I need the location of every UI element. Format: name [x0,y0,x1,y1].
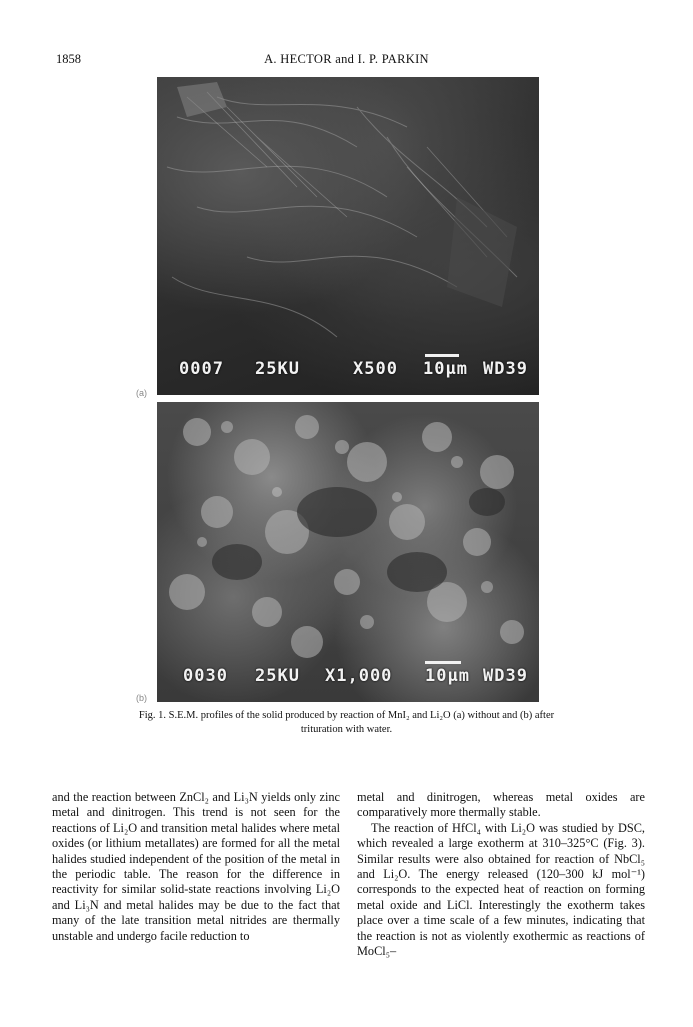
panel-label-b: (b) [136,693,147,703]
scale-bar-a [425,354,459,357]
running-header [0,52,693,70]
sem-micrograph-a [157,77,539,395]
scale-label-b: 10µm [425,666,470,686]
scale-bar-b [425,661,461,664]
sem-texture-b [157,402,539,702]
working-distance-a: WD39 [483,359,528,379]
page-number: 1858 [56,52,81,66]
image-number-b: 0030 [183,666,228,686]
image-number-a: 0007 [179,359,224,379]
running-head-authors: A. HECTOR and I. P. PARKIN [264,52,429,66]
sem-info-bar-b [157,666,539,692]
sem-micrograph-b [157,402,539,702]
left-column [52,790,340,944]
magnification-a: X500 [353,359,398,379]
panel-label-a: (a) [136,388,147,398]
caption-line-1: Fig. 1. S.E.M. profiles of the solid produced by reaction of MnI₂ and Li₂O (a) without and (b) after [138,710,555,721]
figure-caption [95,709,598,737]
working-distance-b: WD39 [483,666,528,686]
caption-line-2: trituration with water. [300,724,393,735]
magnification-b: X1,000 [325,666,393,686]
accelerating-voltage-a: 25KU [255,359,300,379]
sem-info-bar-a [157,359,539,385]
accelerating-voltage-b: 25KU [255,666,300,686]
sem-texture-a [157,77,539,395]
right-column [357,790,645,959]
right-column-paragraph-2: The reaction of HfCl₄ with Li₂O was studied by DSC, which revealed a large exotherm at 310–325°C (Fig. 3). Similar results were also obtained for reaction of NbCl₅ and Li₂O. The energy released (120–300 kJ mol⁻¹) corresponds to the expected heat of reaction on forming metal oxide and LiCl. Interestingly the exotherm takes place over a time scale of a few minutes, indicating that the reaction is not as violently exothermic as reactions of MoCl₅– [357,820,645,959]
left-column-paragraph: and the reaction between ZnCl₂ and Li₃N yields only zinc metal and dinitrogen. This trend is not seen for the reactions of Li₂O and transition metal halides where metal oxides (or lithium metallates) are formed for all the metal halides studied independent of the position of the metal in the periodic table. The reason for the difference in reactivity for similar solid-state reactions involving Li₂O and Li₃N and metal halides may be due to the fact that many of the late transition metal nitrides are thermally unstable and undergo facile reduction to [52,790,340,943]
scale-label-a: 10µm [423,359,468,379]
right-column-paragraph-1: metal and dinitrogen, whereas metal oxides are comparatively more thermally stable. [357,790,645,820]
